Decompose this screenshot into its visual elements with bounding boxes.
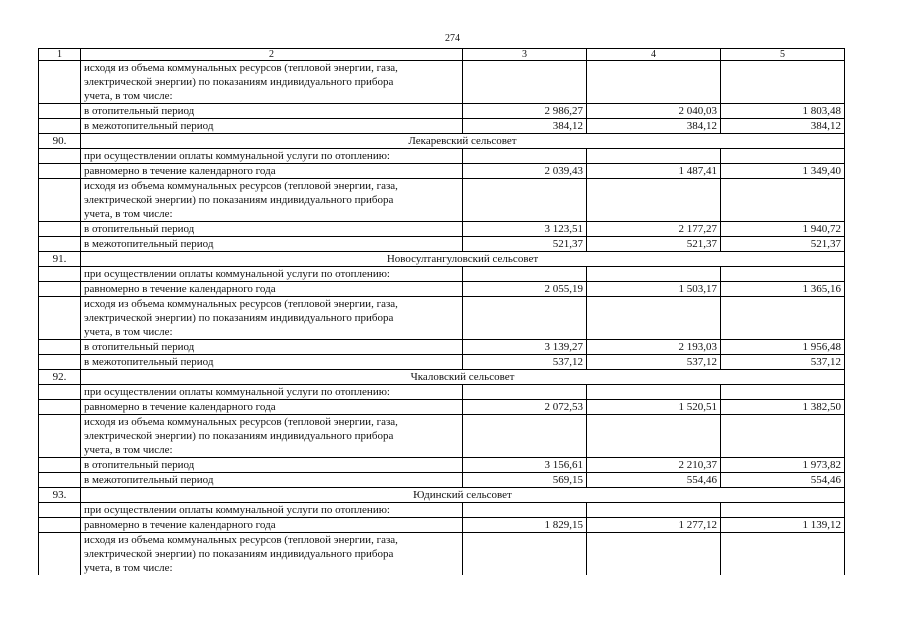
value-cell: 1 940,72 — [721, 222, 845, 237]
source-line-3: учета, в том числе: — [84, 326, 173, 338]
table-row — [39, 458, 845, 473]
value-cell: 1 365,16 — [721, 282, 845, 297]
source-line-2: электрической энергии) по показаниям индивидуального прибора — [84, 76, 394, 88]
tariff-table — [38, 48, 845, 575]
table-row — [39, 164, 845, 179]
table-row — [39, 267, 845, 282]
row-description: в отопительный период — [81, 222, 463, 237]
value-cell: 2 039,43 — [463, 164, 587, 179]
column-header-3: 3 — [463, 49, 587, 61]
source-line-1: исходя из объема коммунальных ресурсов (тепловой энергии, газа, — [84, 298, 398, 310]
table-row — [39, 518, 845, 533]
table-row — [39, 415, 845, 458]
row-description: в отопительный период — [81, 340, 463, 355]
table-row — [39, 400, 845, 415]
value-cell: 384,12 — [587, 119, 721, 134]
section-name: Чкаловский сельсовет — [81, 370, 845, 385]
table-row — [39, 237, 845, 252]
section-name: Юдинский сельсовет — [81, 488, 845, 503]
column-header-5: 5 — [721, 49, 845, 61]
table-row — [39, 104, 845, 119]
section-name: Лекаревский сельсовет — [81, 134, 845, 149]
page-number: 274 — [445, 33, 460, 44]
row-description: при осуществлении оплаты коммунальной услуги по отоплению: — [81, 149, 463, 164]
table-row — [39, 149, 845, 164]
table-row — [39, 179, 845, 222]
source-line-2: электрической энергии) по показаниям индивидуального прибора — [84, 430, 394, 442]
table-row — [39, 355, 845, 370]
value-cell: 537,12 — [463, 355, 587, 370]
row-description: в межотопительный период — [81, 355, 463, 370]
row-description: равномерно в течение календарного года — [81, 164, 463, 179]
source-line-3: учета, в том числе: — [84, 444, 173, 456]
section-number: 92. — [39, 370, 81, 385]
row-description: в межотопительный период — [81, 119, 463, 134]
value-cell: 554,46 — [587, 473, 721, 488]
table-row — [39, 340, 845, 355]
section-header-row — [39, 488, 845, 503]
value-cell: 1 829,15 — [463, 518, 587, 533]
source-line-3: учета, в том числе: — [84, 562, 173, 574]
value-cell: 1 956,48 — [721, 340, 845, 355]
section-number: 93. — [39, 488, 81, 503]
section-header-row — [39, 134, 845, 149]
row-description — [81, 415, 463, 458]
table-row — [39, 473, 845, 488]
value-cell: 2 040,03 — [587, 104, 721, 119]
table-row — [39, 533, 845, 576]
source-line-2: электрической энергии) по показаниям индивидуального прибора — [84, 312, 394, 324]
value-cell: 2 986,27 — [463, 104, 587, 119]
value-cell: 569,15 — [463, 473, 587, 488]
value-cell: 521,37 — [721, 237, 845, 252]
value-cell: 3 156,61 — [463, 458, 587, 473]
row-description: в межотопительный период — [81, 237, 463, 252]
value-cell: 521,37 — [587, 237, 721, 252]
section-name: Новосултангуловский сельсовет — [81, 252, 845, 267]
section-header-row — [39, 370, 845, 385]
section-number: 91. — [39, 252, 81, 267]
section-header-row — [39, 252, 845, 267]
value-cell: 384,12 — [721, 119, 845, 134]
source-line-1: исходя из объема коммунальных ресурсов (тепловой энергии, газа, — [84, 180, 398, 192]
row-description: в межотопительный период — [81, 473, 463, 488]
value-cell: 2 193,03 — [587, 340, 721, 355]
row-description: в отопительный период — [81, 104, 463, 119]
table-row — [39, 61, 845, 104]
source-line-2: электрической энергии) по показаниям индивидуального прибора — [84, 548, 394, 560]
row-description: в отопительный период — [81, 458, 463, 473]
source-line-2: электрической энергии) по показаниям индивидуального прибора — [84, 194, 394, 206]
value-cell: 384,12 — [463, 119, 587, 134]
table-row — [39, 282, 845, 297]
table-row — [39, 385, 845, 400]
value-cell: 1 973,82 — [721, 458, 845, 473]
row-description: равномерно в течение календарного года — [81, 282, 463, 297]
column-header-1: 1 — [39, 49, 81, 61]
value-cell: 537,12 — [587, 355, 721, 370]
value-cell: 3 139,27 — [463, 340, 587, 355]
row-description — [81, 533, 463, 576]
value-cell: 1 520,51 — [587, 400, 721, 415]
column-header-2: 2 — [81, 49, 463, 61]
table-row — [39, 222, 845, 237]
row-description: равномерно в течение календарного года — [81, 400, 463, 415]
row-description: при осуществлении оплаты коммунальной услуги по отоплению: — [81, 267, 463, 282]
row-description — [81, 297, 463, 340]
table-header-row — [39, 49, 845, 61]
value-cell: 1 803,48 — [721, 104, 845, 119]
value-cell: 1 487,41 — [587, 164, 721, 179]
section-number: 90. — [39, 134, 81, 149]
value-cell: 1 139,12 — [721, 518, 845, 533]
table-row — [39, 503, 845, 518]
source-line-3: учета, в том числе: — [84, 90, 173, 102]
value-cell: 537,12 — [721, 355, 845, 370]
table-row — [39, 119, 845, 134]
value-cell: 521,37 — [463, 237, 587, 252]
source-line-1: исходя из объема коммунальных ресурсов (тепловой энергии, газа, — [84, 62, 398, 74]
source-line-3: учета, в том числе: — [84, 208, 173, 220]
value-cell: 1 503,17 — [587, 282, 721, 297]
value-cell: 554,46 — [721, 473, 845, 488]
row-description: равномерно в течение календарного года — [81, 518, 463, 533]
source-line-1: исходя из объема коммунальных ресурсов (тепловой энергии, газа, — [84, 416, 398, 428]
row-description — [81, 179, 463, 222]
row-description: при осуществлении оплаты коммунальной услуги по отоплению: — [81, 503, 463, 518]
value-cell: 3 123,51 — [463, 222, 587, 237]
value-cell: 1 277,12 — [587, 518, 721, 533]
value-cell: 2 055,19 — [463, 282, 587, 297]
value-cell: 2 072,53 — [463, 400, 587, 415]
value-cell: 1 349,40 — [721, 164, 845, 179]
table-row — [39, 297, 845, 340]
source-line-1: исходя из объема коммунальных ресурсов (тепловой энергии, газа, — [84, 534, 398, 546]
value-cell: 2 210,37 — [587, 458, 721, 473]
row-description — [81, 61, 463, 104]
row-description: при осуществлении оплаты коммунальной услуги по отоплению: — [81, 385, 463, 400]
value-cell: 2 177,27 — [587, 222, 721, 237]
column-header-4: 4 — [587, 49, 721, 61]
value-cell: 1 382,50 — [721, 400, 845, 415]
